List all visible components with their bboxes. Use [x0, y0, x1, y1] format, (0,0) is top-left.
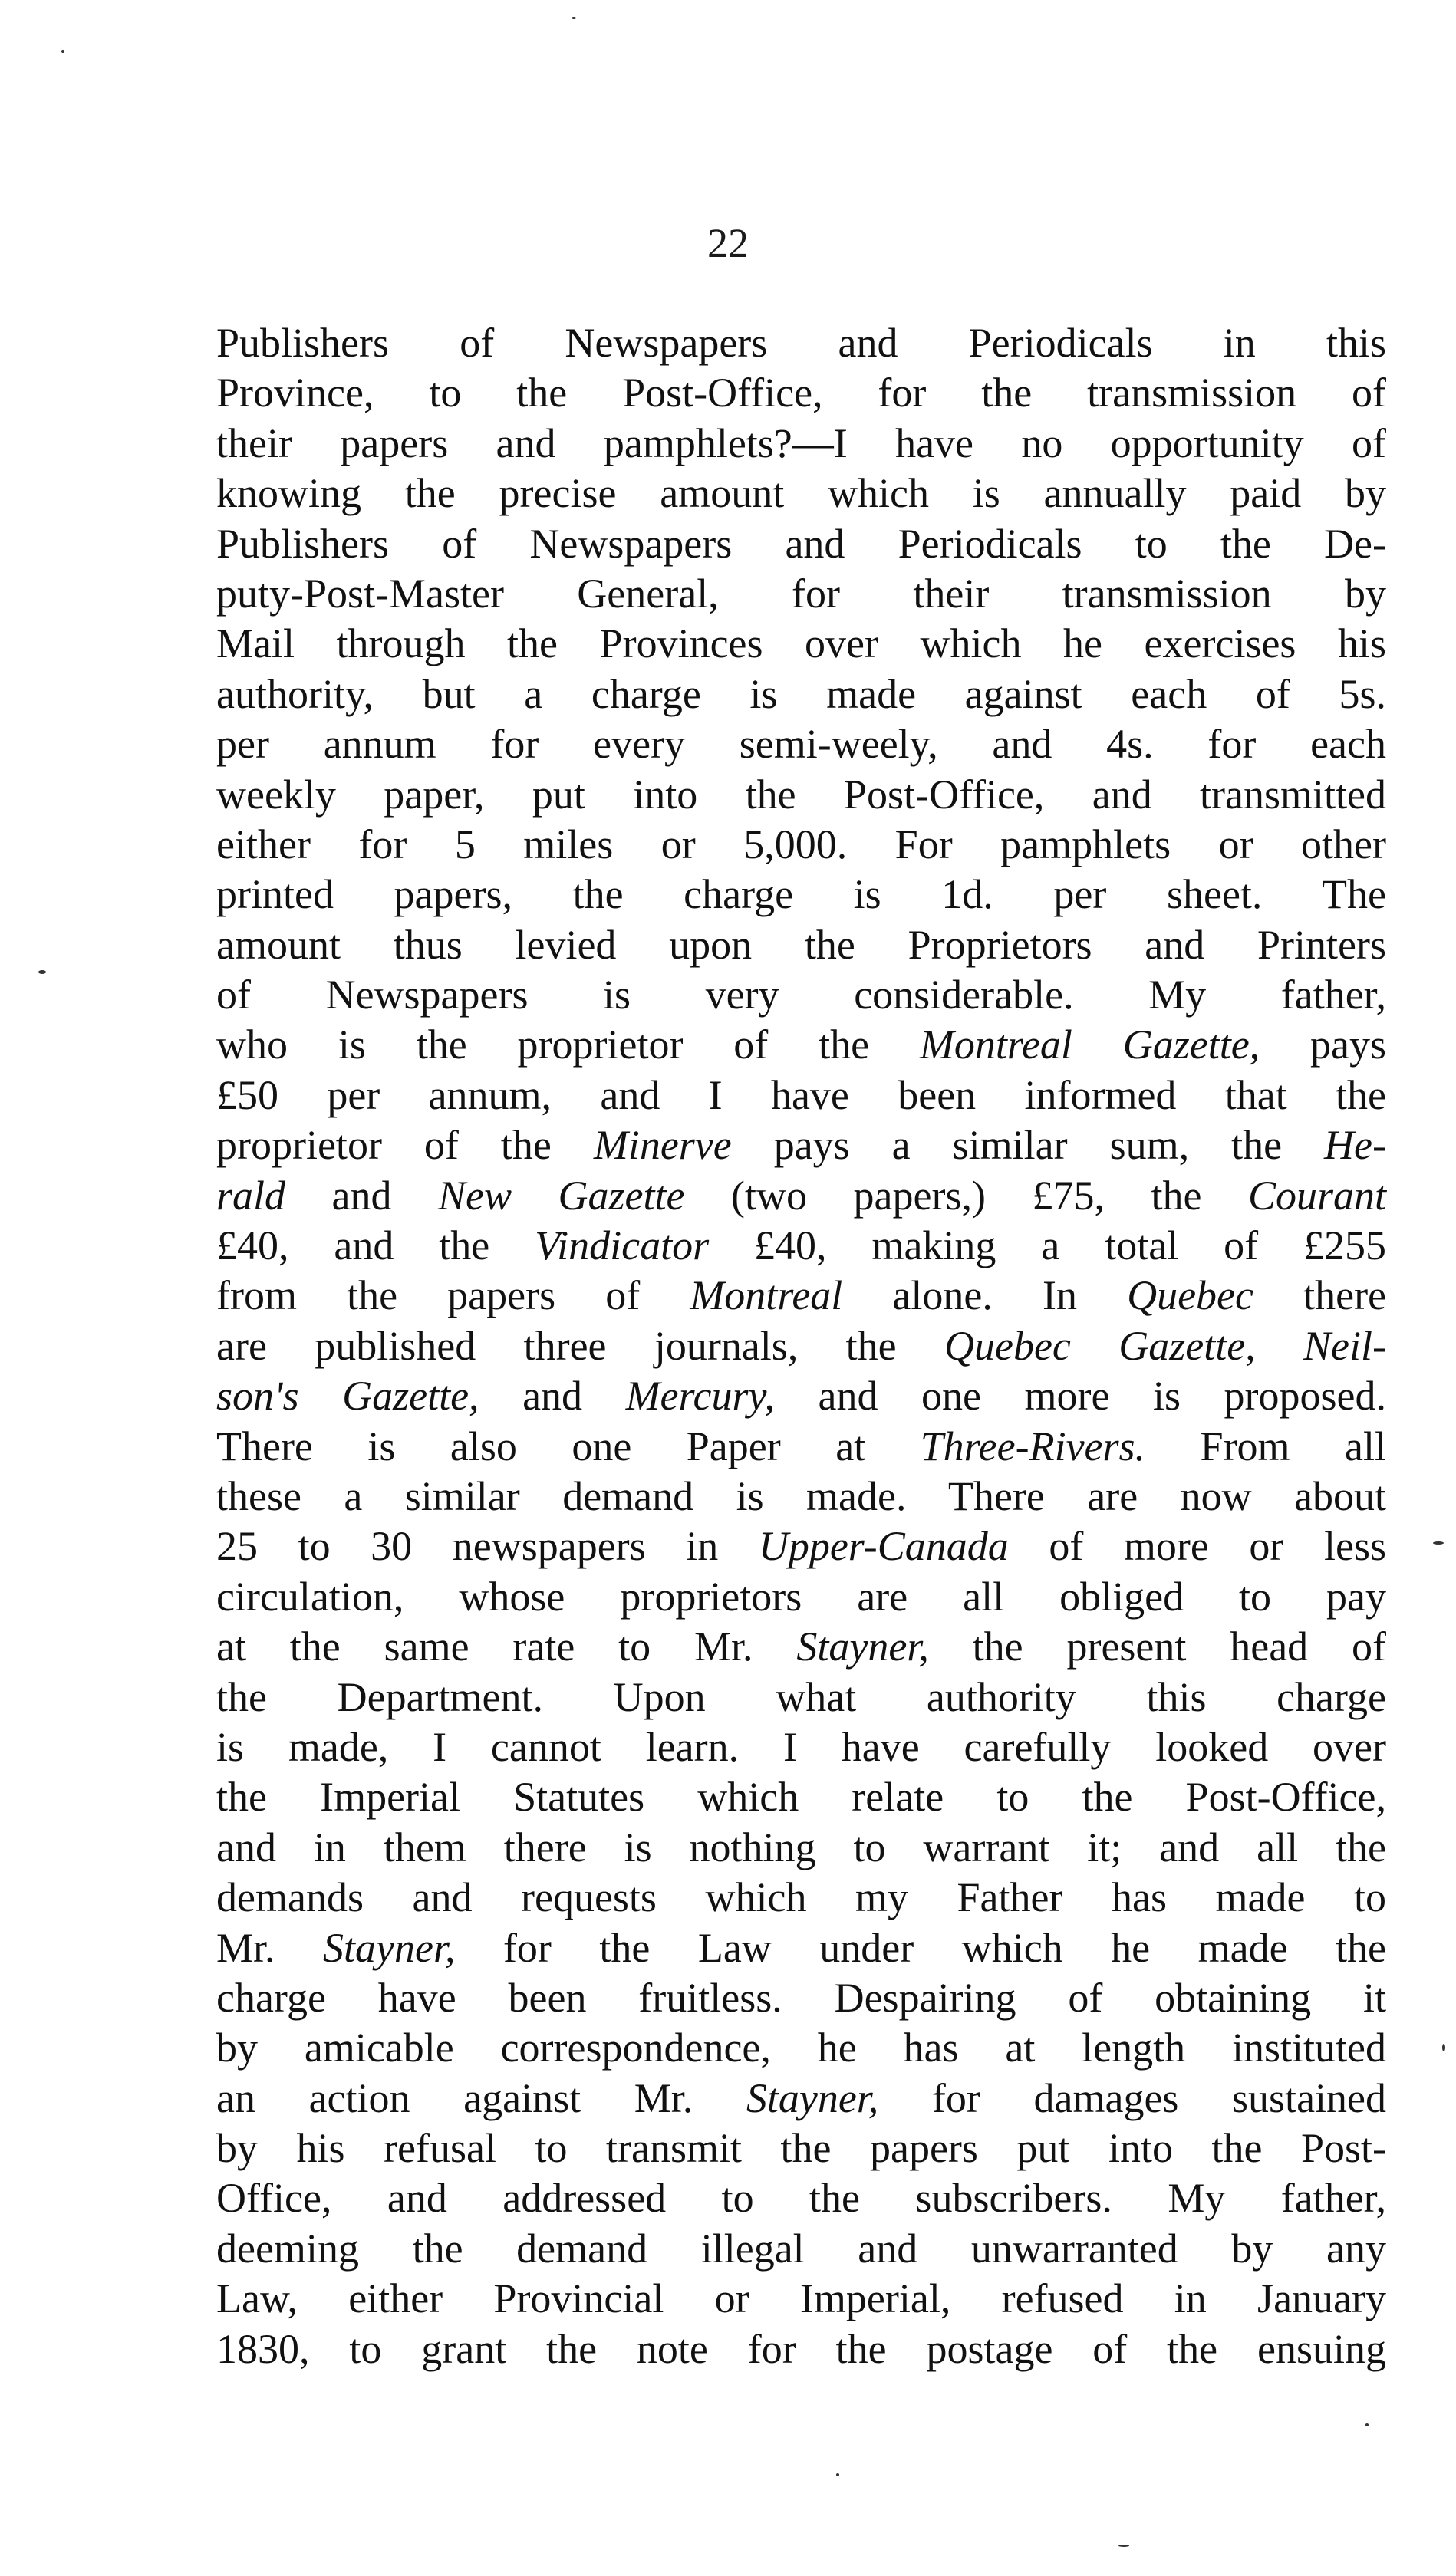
text-segment: of Newspapers is very considerable. My father, [216, 972, 1386, 1018]
text-line [216, 2074, 1386, 2124]
text-segment: Publishers of Newspapers and Periodicals in this [216, 320, 1386, 366]
text-segment: £40, and the [216, 1222, 535, 1269]
text-segment: From all [1145, 1423, 1386, 1469]
text-segment: and one more is proposed. [775, 1373, 1387, 1420]
body-text [216, 318, 1386, 2374]
italic-text-segment: Stayner, [746, 2074, 879, 2121]
text-line [216, 719, 1386, 769]
text-line [216, 619, 1386, 669]
text-segment: pays [1260, 1022, 1387, 1068]
scan-speck [1118, 2545, 1129, 2547]
text-line [216, 1873, 1386, 1923]
text-segment: demands and requests which my Father has made to [216, 1874, 1386, 1921]
text-line [216, 469, 1386, 518]
text-segment: at the same rate to Mr. [216, 1624, 797, 1670]
text-segment: Law, either Provincial or Imperial, refused in January [216, 2275, 1386, 2322]
text-line [216, 920, 1386, 970]
text-segment: Mail through the Provinces over which he exercises his [216, 620, 1386, 667]
scan-speck [836, 2473, 839, 2476]
scan-speck [1365, 2423, 1369, 2426]
page-number: 22 [707, 220, 749, 266]
text-line [216, 1572, 1386, 1622]
text-line [216, 1622, 1386, 1672]
text-line [216, 1422, 1386, 1472]
text-segment: deeming the demand illegal and unwarranted by any [216, 2225, 1386, 2272]
text-segment: There is also one Paper at [216, 1423, 921, 1469]
text-segment: Mr. [216, 1924, 323, 1971]
text-segment: who is the proprietor of the [216, 1022, 920, 1068]
text-line [216, 970, 1386, 1020]
text-line [216, 2124, 1386, 2173]
italic-text-segment: He- [1324, 1122, 1386, 1169]
text-segment: the Imperial Statutes which relate to the Post-Office, [216, 1774, 1386, 1821]
text-line [216, 2224, 1386, 2274]
italic-text-segment: Mercury, [625, 1373, 776, 1420]
text-line [216, 1321, 1386, 1371]
italic-text-segment: New Gazette [438, 1172, 685, 1219]
text-segment: weekly paper, put into the Post-Office, and transmitted [216, 771, 1386, 818]
italic-text-segment: Quebec Gazette, Neil- [944, 1322, 1386, 1369]
text-line [216, 1071, 1386, 1120]
italic-text-segment: Quebec [1127, 1272, 1253, 1319]
text-segment: is made, I cannot learn. I have carefully looked over [216, 1723, 1386, 1770]
text-line [216, 1020, 1386, 1070]
text-segment: and in them there is nothing to warrant it; and all the [216, 1824, 1386, 1870]
text-line [216, 368, 1386, 418]
text-line [216, 318, 1386, 368]
text-line [216, 2023, 1386, 2073]
text-segment: an action against Mr. [216, 2074, 746, 2121]
text-segment: and [479, 1373, 626, 1420]
text-segment: these a similar demand is made. There are now about [216, 1472, 1386, 1519]
text-line [216, 1221, 1386, 1271]
text-line [216, 1472, 1386, 1522]
text-line [216, 569, 1386, 619]
text-segment: £50 per annum, and I have been informed that the [216, 1071, 1386, 1118]
text-segment: alone. In [842, 1272, 1128, 1319]
text-segment: (two papers,) £75, the [684, 1172, 1248, 1219]
text-line [216, 519, 1386, 569]
italic-text-segment: Vindicator [535, 1222, 710, 1269]
text-segment: from the papers of [216, 1272, 690, 1319]
text-segment: charge have been fruitless. Despairing of obtaining it [216, 1974, 1386, 2021]
italic-text-segment: Stayner, [323, 1924, 456, 1971]
text-segment: their papers and pamphlets?—I have no opportunity of [216, 419, 1386, 466]
text-segment: by amicable correspondence, he has at length instituted [216, 2025, 1386, 2071]
text-line [216, 2173, 1386, 2223]
italic-text-segment: Three-Rivers. [920, 1423, 1146, 1469]
scan-speck [38, 970, 46, 974]
text-segment: £40, making a total of £255 [709, 1222, 1386, 1269]
italic-text-segment: Stayner, [796, 1624, 929, 1670]
text-segment: pays a similar sum, the [731, 1122, 1325, 1169]
text-line [216, 1823, 1386, 1873]
text-segment: 1830, to grant the note for the postage of the ensuing [216, 2325, 1386, 2372]
text-line [216, 1171, 1386, 1221]
text-segment: proprietor of the [216, 1122, 594, 1169]
text-segment: are published three journals, the [216, 1322, 944, 1369]
scan-speck [61, 50, 64, 53]
italic-text-segment: Montreal Gazette, [919, 1022, 1260, 1068]
text-line [216, 1271, 1386, 1321]
text-line [216, 1120, 1386, 1170]
text-segment: either for 5 miles or 5,000. For pamphlets or other [216, 821, 1386, 867]
text-line [216, 1973, 1386, 2023]
italic-text-segment: Courant [1247, 1172, 1386, 1219]
text-segment: circulation, whose proprietors are all obliged to pay [216, 1573, 1386, 1620]
text-line [216, 1923, 1386, 1973]
text-segment: for damages sustained [878, 2074, 1387, 2121]
text-segment: knowing the precise amount which is annually paid by [216, 470, 1386, 517]
text-line [216, 1371, 1386, 1421]
text-segment: amount thus levied upon the Proprietors and Printers [216, 921, 1386, 968]
text-segment: the present head of [928, 1624, 1386, 1670]
text-segment: Office, and addressed to the subscribers. My father, [216, 2175, 1386, 2222]
italic-text-segment: Minerve [593, 1122, 732, 1169]
text-segment: for the Law under which he made the [455, 1924, 1386, 1971]
text-line [216, 820, 1386, 870]
text-segment: per annum for every semi-weely, and 4s. for each [216, 721, 1386, 768]
text-segment: the Department. Upon what authority this charge [216, 1673, 1386, 1720]
text-segment: puty-Post-Master General, for their transmission by [216, 570, 1386, 617]
italic-text-segment: rald [216, 1172, 286, 1219]
text-segment: Publishers of Newspapers and Periodicals to the De- [216, 520, 1386, 567]
text-segment: authority, but a charge is made against each of 5s. [216, 670, 1386, 717]
text-segment: Province, to the Post-Office, for the transmission of [216, 370, 1386, 416]
scan-speck [572, 17, 576, 19]
text-segment: and [285, 1172, 439, 1219]
text-line [216, 419, 1386, 469]
italic-text-segment: Upper-Canada [758, 1523, 1009, 1570]
text-line [216, 1772, 1386, 1822]
text-line [216, 770, 1386, 820]
text-line [216, 2274, 1386, 2324]
text-segment: of more or less [1008, 1523, 1387, 1570]
italic-text-segment: son's Gazette, [216, 1373, 479, 1420]
text-line [216, 1522, 1386, 1571]
text-segment: by his refusal to transmit the papers put into the Post- [216, 2125, 1386, 2172]
text-line [216, 1673, 1386, 1722]
text-line [216, 870, 1386, 920]
text-line [216, 1722, 1386, 1772]
text-segment: printed papers, the charge is 1d. per sheet. The [216, 871, 1386, 918]
text-segment: there [1253, 1272, 1387, 1319]
text-segment: 25 to 30 newspapers in [216, 1523, 759, 1570]
text-line [216, 2324, 1386, 2374]
italic-text-segment: Montreal [690, 1272, 843, 1319]
text-line [216, 669, 1386, 719]
scan-speck [1442, 2044, 1445, 2051]
scan-speck [1433, 1541, 1444, 1545]
